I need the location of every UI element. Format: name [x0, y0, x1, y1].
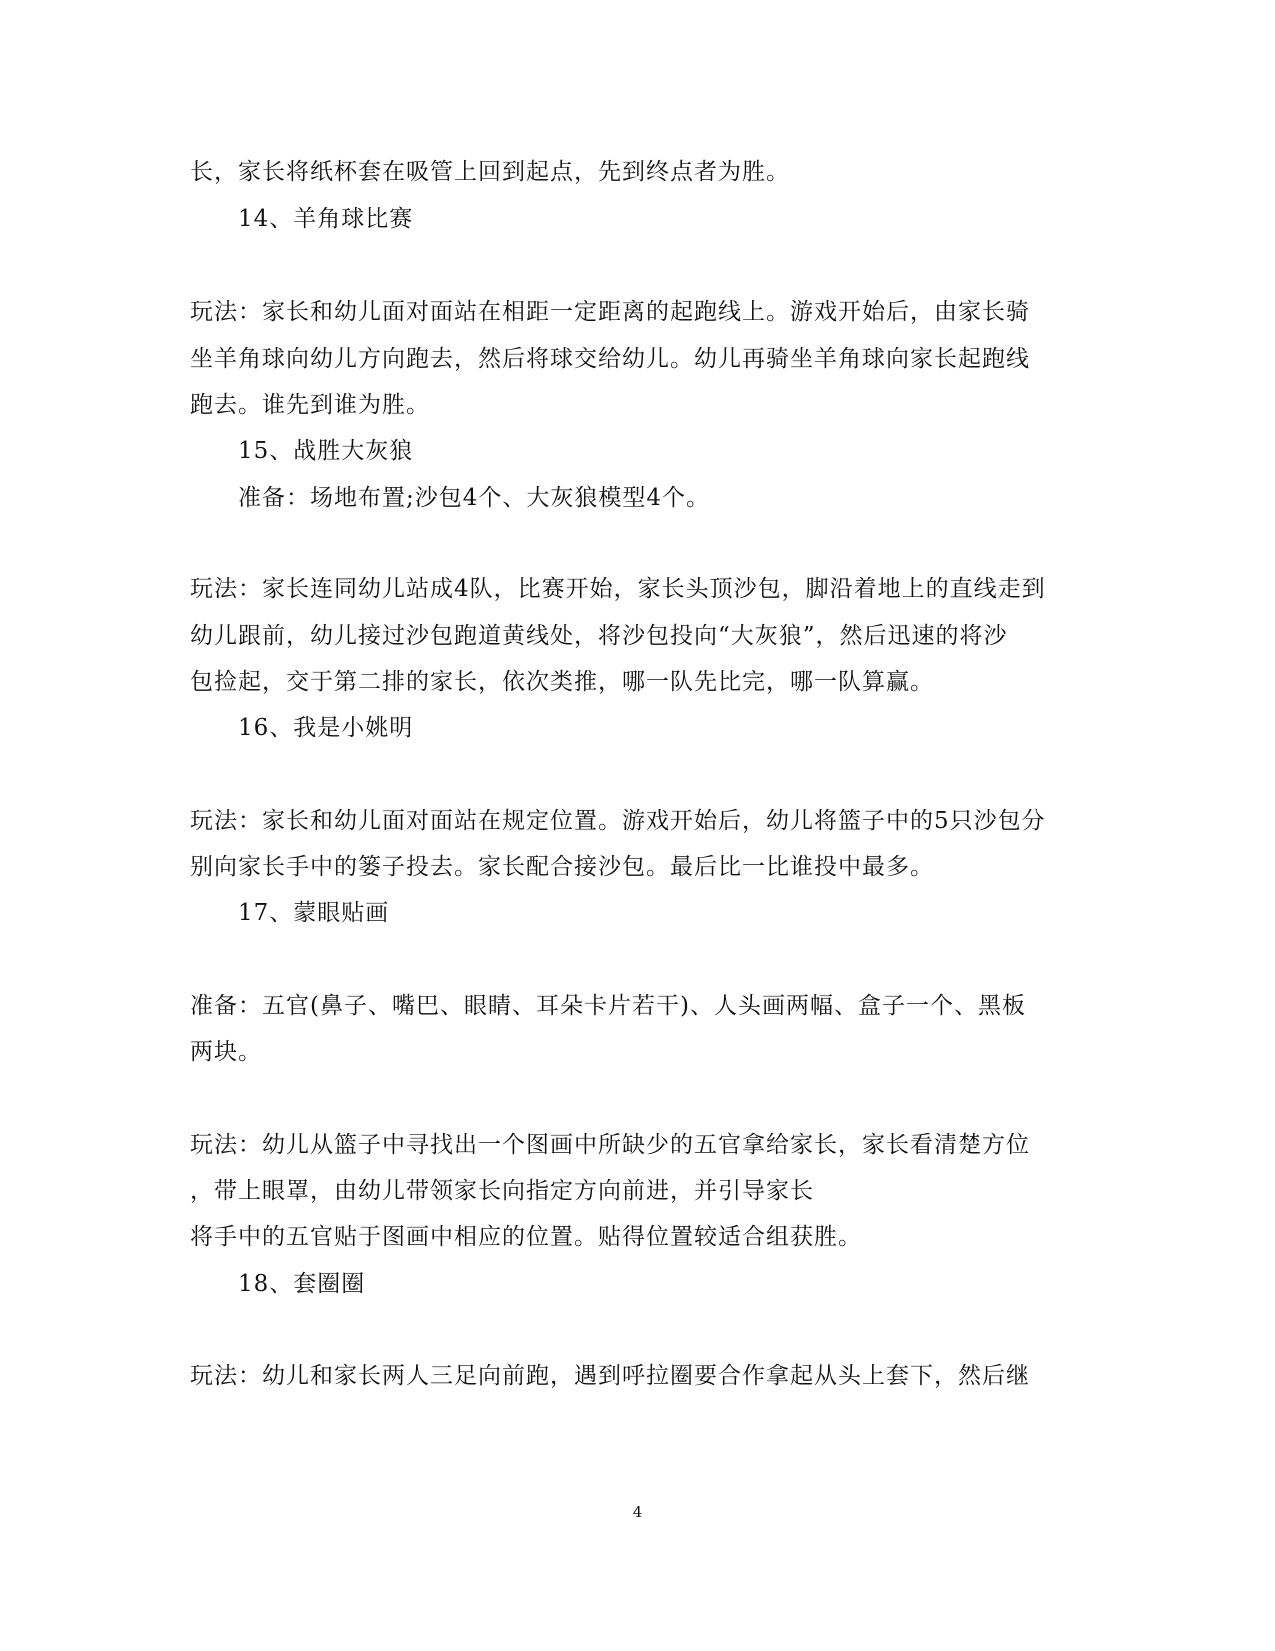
page-number: 4: [632, 1503, 643, 1521]
paragraph-line: 玩法：家长连同幼儿站成4队，比赛开始，家长头顶沙包，脚沿着地上的直线走到: [190, 576, 1046, 602]
preparation-line: 准备：场地布置;沙包4个、大灰狼模型4个。: [238, 485, 711, 511]
section-heading-17: 17、蒙眼贴画: [238, 900, 390, 926]
paragraph-line: 两块。: [190, 1039, 262, 1065]
paragraph-line: 玩法：幼儿从篮子中寻找出一个图画中所缺少的五官拿给家长，家长看清楚方位: [190, 1132, 1030, 1158]
paragraph-line: 幼儿跟前，幼儿接过沙包跑道黄线处，将沙包投向“大灰狼”，然后迅速的将沙: [190, 623, 1008, 649]
section-heading-18: 18、套圈圈: [238, 1271, 366, 1297]
paragraph-line: 玩法：家长和幼儿面对面站在规定位置。游戏开始后，幼儿将篮子中的5只沙包分: [190, 808, 1046, 834]
paragraph-line: 玩法：家长和幼儿面对面站在相距一定距离的起跑线上。游戏开始后，由家长骑: [190, 299, 1030, 325]
paragraph-line: 别向家长手中的篓子投去。家长配合接沙包。最后比一比谁投中最多。: [190, 854, 934, 880]
paragraph-line: 长，家长将纸杯套在吸管上回到起点，先到终点者为胜。: [190, 159, 790, 185]
paragraph-line: ，带上眼罩，由幼儿带领家长向指定方向前进，并引导家长: [190, 1178, 814, 1204]
paragraph-line: 坐羊角球向幼儿方向跑去，然后将球交给幼儿。幼儿再骑坐羊角球向家长起跑线: [190, 346, 1030, 372]
paragraph-line: 跑去。谁先到谁为胜。: [190, 392, 430, 418]
section-heading-14: 14、羊角球比赛: [238, 206, 414, 232]
paragraph-line: 将手中的五官贴于图画中相应的位置。贴得位置较适合组获胜。: [190, 1224, 862, 1250]
section-heading-15: 15、战胜大灰狼: [238, 438, 414, 464]
paragraph-line: 包捡起，交于第二排的家长，依次类推，哪一队先比完，哪一队算赢。: [190, 669, 934, 695]
paragraph-line: 玩法：幼儿和家长两人三足向前跑，遇到呼拉圈要合作拿起从头上套下，然后继: [190, 1363, 1030, 1389]
preparation-line: 准备：五官(鼻子、嘴巴、眼睛、耳朵卡片若干)、人头画两幅、盒子一个、黑板: [190, 993, 1026, 1019]
section-heading-16: 16、我是小姚明: [238, 715, 414, 741]
